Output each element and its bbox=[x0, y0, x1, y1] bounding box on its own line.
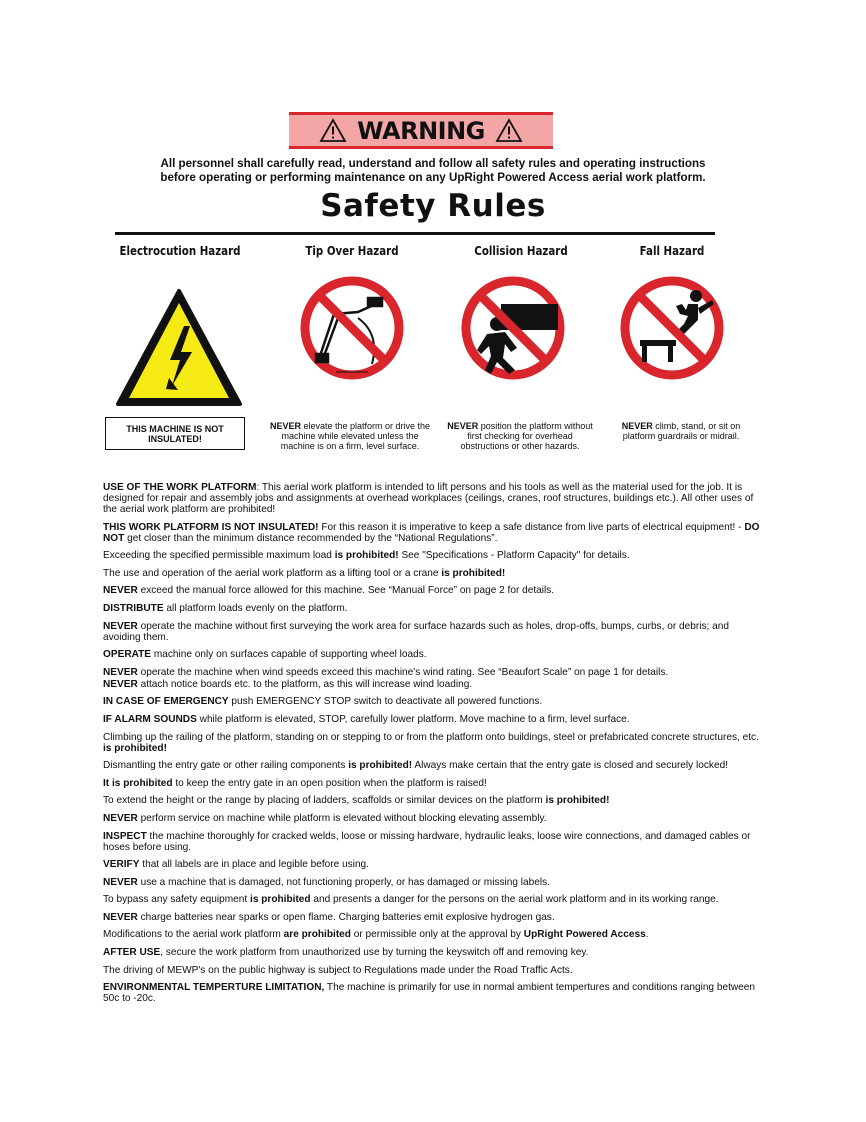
rule-text: Always make certain that the entry gate is closed and securely locked! bbox=[412, 760, 728, 772]
intro-text bbox=[120, 157, 746, 184]
rule-text: exceed the manual force allowed for this machine. See “Manual Force” on page 2 for details. bbox=[137, 585, 555, 597]
safety-rules-list bbox=[103, 482, 763, 1011]
intro-line: All personnel shall carefully read, understand and follow all safety rules and operating instructions bbox=[160, 157, 706, 170]
rule-keyword: NEVER bbox=[103, 678, 138, 690]
rule-text: perform service on machine while platform is elevated without blocking elevating assembly. bbox=[137, 812, 547, 824]
rule-keyword: NEVER bbox=[103, 876, 138, 888]
warning-triangle-icon bbox=[319, 118, 347, 143]
rule-text: charge batteries near sparks or open flame. Charging batteries emit explosive hydrogen gas. bbox=[137, 911, 555, 923]
safety-rule bbox=[103, 732, 763, 754]
hazard-title: Tip Over Hazard bbox=[305, 243, 399, 258]
caption-keyword: NEVER bbox=[621, 421, 653, 431]
safety-rule bbox=[103, 522, 763, 544]
hazard-title: Collision Hazard bbox=[474, 243, 568, 258]
safety-rule bbox=[103, 859, 763, 870]
safety-rule bbox=[103, 778, 763, 789]
safety-rule bbox=[103, 679, 763, 690]
safety-rule bbox=[103, 894, 763, 905]
rule-text: . bbox=[645, 929, 649, 941]
rule-keyword: AFTER USE bbox=[103, 947, 161, 959]
caption-text: climb, stand, or sit on platform guardrails or midrail. bbox=[622, 421, 741, 441]
page-title: Safety Rules bbox=[320, 188, 546, 224]
rule-keyword: is prohibited! bbox=[441, 567, 506, 579]
safety-rule bbox=[103, 621, 763, 643]
rule-keyword: NEVER bbox=[103, 666, 138, 678]
rule-text: and presents a danger for the persons on the aerial work platform and in its working range. bbox=[310, 894, 719, 906]
rule-text: To bypass any safety equipment bbox=[103, 894, 251, 906]
rule-text: to keep the entry gate in an open position when the platform is raised! bbox=[172, 777, 487, 789]
rule-keyword: is prohibited bbox=[250, 894, 311, 906]
rule-text: Climbing up the railing of the platform, standing on or stepping to or from the platform onto buildings, steel or prefabricated concrete structures, etc. bbox=[103, 731, 759, 743]
safety-rule bbox=[103, 982, 763, 1004]
safety-rule bbox=[103, 965, 763, 976]
caption-text: elevate the platform or drive the machine while elevated unless the machine is on a firm, level surface. bbox=[280, 421, 431, 451]
safety-rule bbox=[103, 603, 763, 614]
safety-rule bbox=[103, 550, 763, 561]
rule-text: : This aerial work platform is intended to lift persons and his tools as well as the material used for the job. It is designed for repair and assembly jobs and assignments at overhead workplaces (ceilings, cranes, roof structures, buildings etc.). All other uses of the aerial work platform are prohibited! bbox=[103, 482, 754, 515]
rule-text: The driving of MEWP's on the public highway is subject to Regulations made under the Road Traffic Acts. bbox=[103, 964, 573, 976]
fall-caption bbox=[611, 421, 751, 441]
rule-text: Modifications to the aerial work platform bbox=[103, 929, 284, 941]
safety-rule bbox=[103, 667, 763, 678]
warning-title: WARNING bbox=[357, 116, 485, 145]
rule-keyword: NEVER bbox=[103, 585, 138, 597]
collision-prohibition-icon bbox=[459, 274, 567, 382]
rule-text: use a machine that is damaged, not functioning properly, or has damaged or missing labels. bbox=[137, 876, 550, 888]
rule-text: Exceeding the specified permissible maximum load bbox=[103, 550, 335, 562]
intro-line: before operating or performing maintenance on any UpRight Powered Access aerial work platform. bbox=[160, 170, 706, 184]
not-insulated-text: THIS MACHINE IS NOT INSULATED! bbox=[126, 423, 224, 444]
safety-rule bbox=[103, 760, 763, 771]
not-insulated-notice bbox=[105, 417, 245, 450]
safety-rule bbox=[103, 912, 763, 923]
rule-text: The use and operation of the aerial work platform as a lifting tool or a crane bbox=[103, 567, 442, 579]
rule-keyword: is prohibited! bbox=[348, 760, 413, 772]
safety-rule bbox=[103, 795, 763, 806]
hazard-title: Fall Hazard bbox=[639, 243, 705, 258]
rule-keyword: OPERATE bbox=[103, 649, 152, 661]
rule-keyword: IN CASE OF EMERGENCY bbox=[103, 696, 229, 708]
collision-caption bbox=[444, 421, 596, 451]
rule-text: or permissible only at the approval by bbox=[350, 929, 524, 941]
rule-keyword: USE OF THE WORK PLATFORM bbox=[103, 482, 257, 493]
safety-rule bbox=[103, 877, 763, 888]
rule-keyword: are prohibited bbox=[283, 929, 351, 941]
rule-text: The machine is primarily for use in normal ambient tempertures and conditions ranging between 50c to -20c. bbox=[103, 982, 756, 1005]
safety-rule bbox=[103, 649, 763, 660]
caption-text: position the platform without first checking for overhead obstructions or other hazards. bbox=[460, 421, 593, 451]
safety-rule bbox=[103, 714, 763, 725]
rule-keyword: DISTRIBUTE bbox=[103, 602, 164, 614]
rule-keyword: UpRight Powered Access bbox=[523, 929, 646, 941]
rule-keyword: NEVER bbox=[103, 812, 138, 824]
rule-text: , secure the work platform from unauthorized use by turning the keyswitch off and removing key. bbox=[160, 947, 589, 959]
rule-keyword: It is prohibited bbox=[103, 777, 173, 789]
hazard-title: Electrocution Hazard bbox=[119, 243, 241, 258]
fall-prohibition-icon bbox=[618, 274, 726, 382]
caption-keyword: NEVER bbox=[269, 421, 301, 431]
rule-keyword: INSPECT bbox=[103, 830, 147, 842]
rule-text: operate the machine without first surveying the work area for surface hazards such as holes, drop-offs, bumps, curbs, or debris; and avoiding them. bbox=[103, 620, 729, 643]
safety-rule bbox=[103, 585, 763, 596]
rule-keyword: is prohibited! bbox=[103, 742, 167, 754]
safety-rule bbox=[103, 568, 763, 579]
rule-keyword: NEVER bbox=[103, 620, 138, 632]
safety-rule bbox=[103, 831, 763, 853]
safety-rule bbox=[103, 696, 763, 707]
rule-text: Dismantling the entry gate or other railing components bbox=[103, 760, 349, 772]
rule-text: the machine thoroughly for cracked welds, loose or missing hardware, hydraulic leaks, loose wire connections, and damaged cables or hoses before using. bbox=[103, 830, 751, 853]
tip-over-prohibition-icon bbox=[298, 274, 406, 382]
rule-keyword: is prohibited! bbox=[545, 795, 610, 807]
rule-keyword: THIS WORK PLATFORM IS NOT INSULATED! bbox=[103, 521, 319, 533]
safety-rule bbox=[103, 482, 763, 515]
warning-triangle-icon bbox=[495, 118, 523, 143]
rule-text: push EMERGENCY STOP switch to deactivate all powered functions. bbox=[228, 696, 543, 708]
electrocution-warning-icon bbox=[114, 286, 244, 410]
rule-text: get closer than the minimum distance recommended by the “National Regulations”. bbox=[124, 532, 498, 544]
rule-text: all platform loads evenly on the platform. bbox=[163, 602, 348, 614]
rule-text: that all labels are in place and legible before using. bbox=[139, 859, 369, 871]
rule-keyword: IF ALARM SOUNDS bbox=[103, 713, 197, 725]
warning-banner bbox=[289, 112, 553, 149]
safety-rule bbox=[103, 929, 763, 940]
rule-keyword: VERIFY bbox=[103, 859, 140, 871]
tip-over-caption bbox=[268, 421, 432, 451]
rule-text: To extend the height or the range by placing of ladders, scaffolds or similar devices on the platform bbox=[103, 795, 546, 807]
safety-rule bbox=[103, 813, 763, 824]
rule-text: operate the machine when wind speeds exceed this machine's wind rating. See “Beaufort Scale” on page 1 for details. bbox=[137, 666, 669, 678]
title-divider bbox=[115, 232, 715, 235]
rule-keyword: ENVIRONMENTAL TEMPERTURE LIMITATION, bbox=[103, 982, 325, 994]
rule-text: while platform is elevated, STOP, carefully lower platform. Move machine to a firm, level surface. bbox=[196, 713, 630, 725]
rule-text: attach notice boards etc. to the platform, as this will increase wind loading. bbox=[137, 678, 473, 690]
rule-keyword: NEVER bbox=[103, 911, 138, 923]
safety-rule bbox=[103, 947, 763, 958]
caption-keyword: NEVER bbox=[447, 421, 479, 431]
rule-keyword: is prohibited! bbox=[334, 550, 399, 562]
rule-text: For this reason it is imperative to keep a safe distance from live parts of electrical equipment! - bbox=[318, 521, 745, 533]
rule-text: machine only on surfaces capable of supporting wheel loads. bbox=[151, 649, 427, 661]
rule-text: See "Specifications - Platform Capacity" for details. bbox=[398, 550, 630, 562]
rule-keyword: DO NOT bbox=[103, 521, 760, 544]
